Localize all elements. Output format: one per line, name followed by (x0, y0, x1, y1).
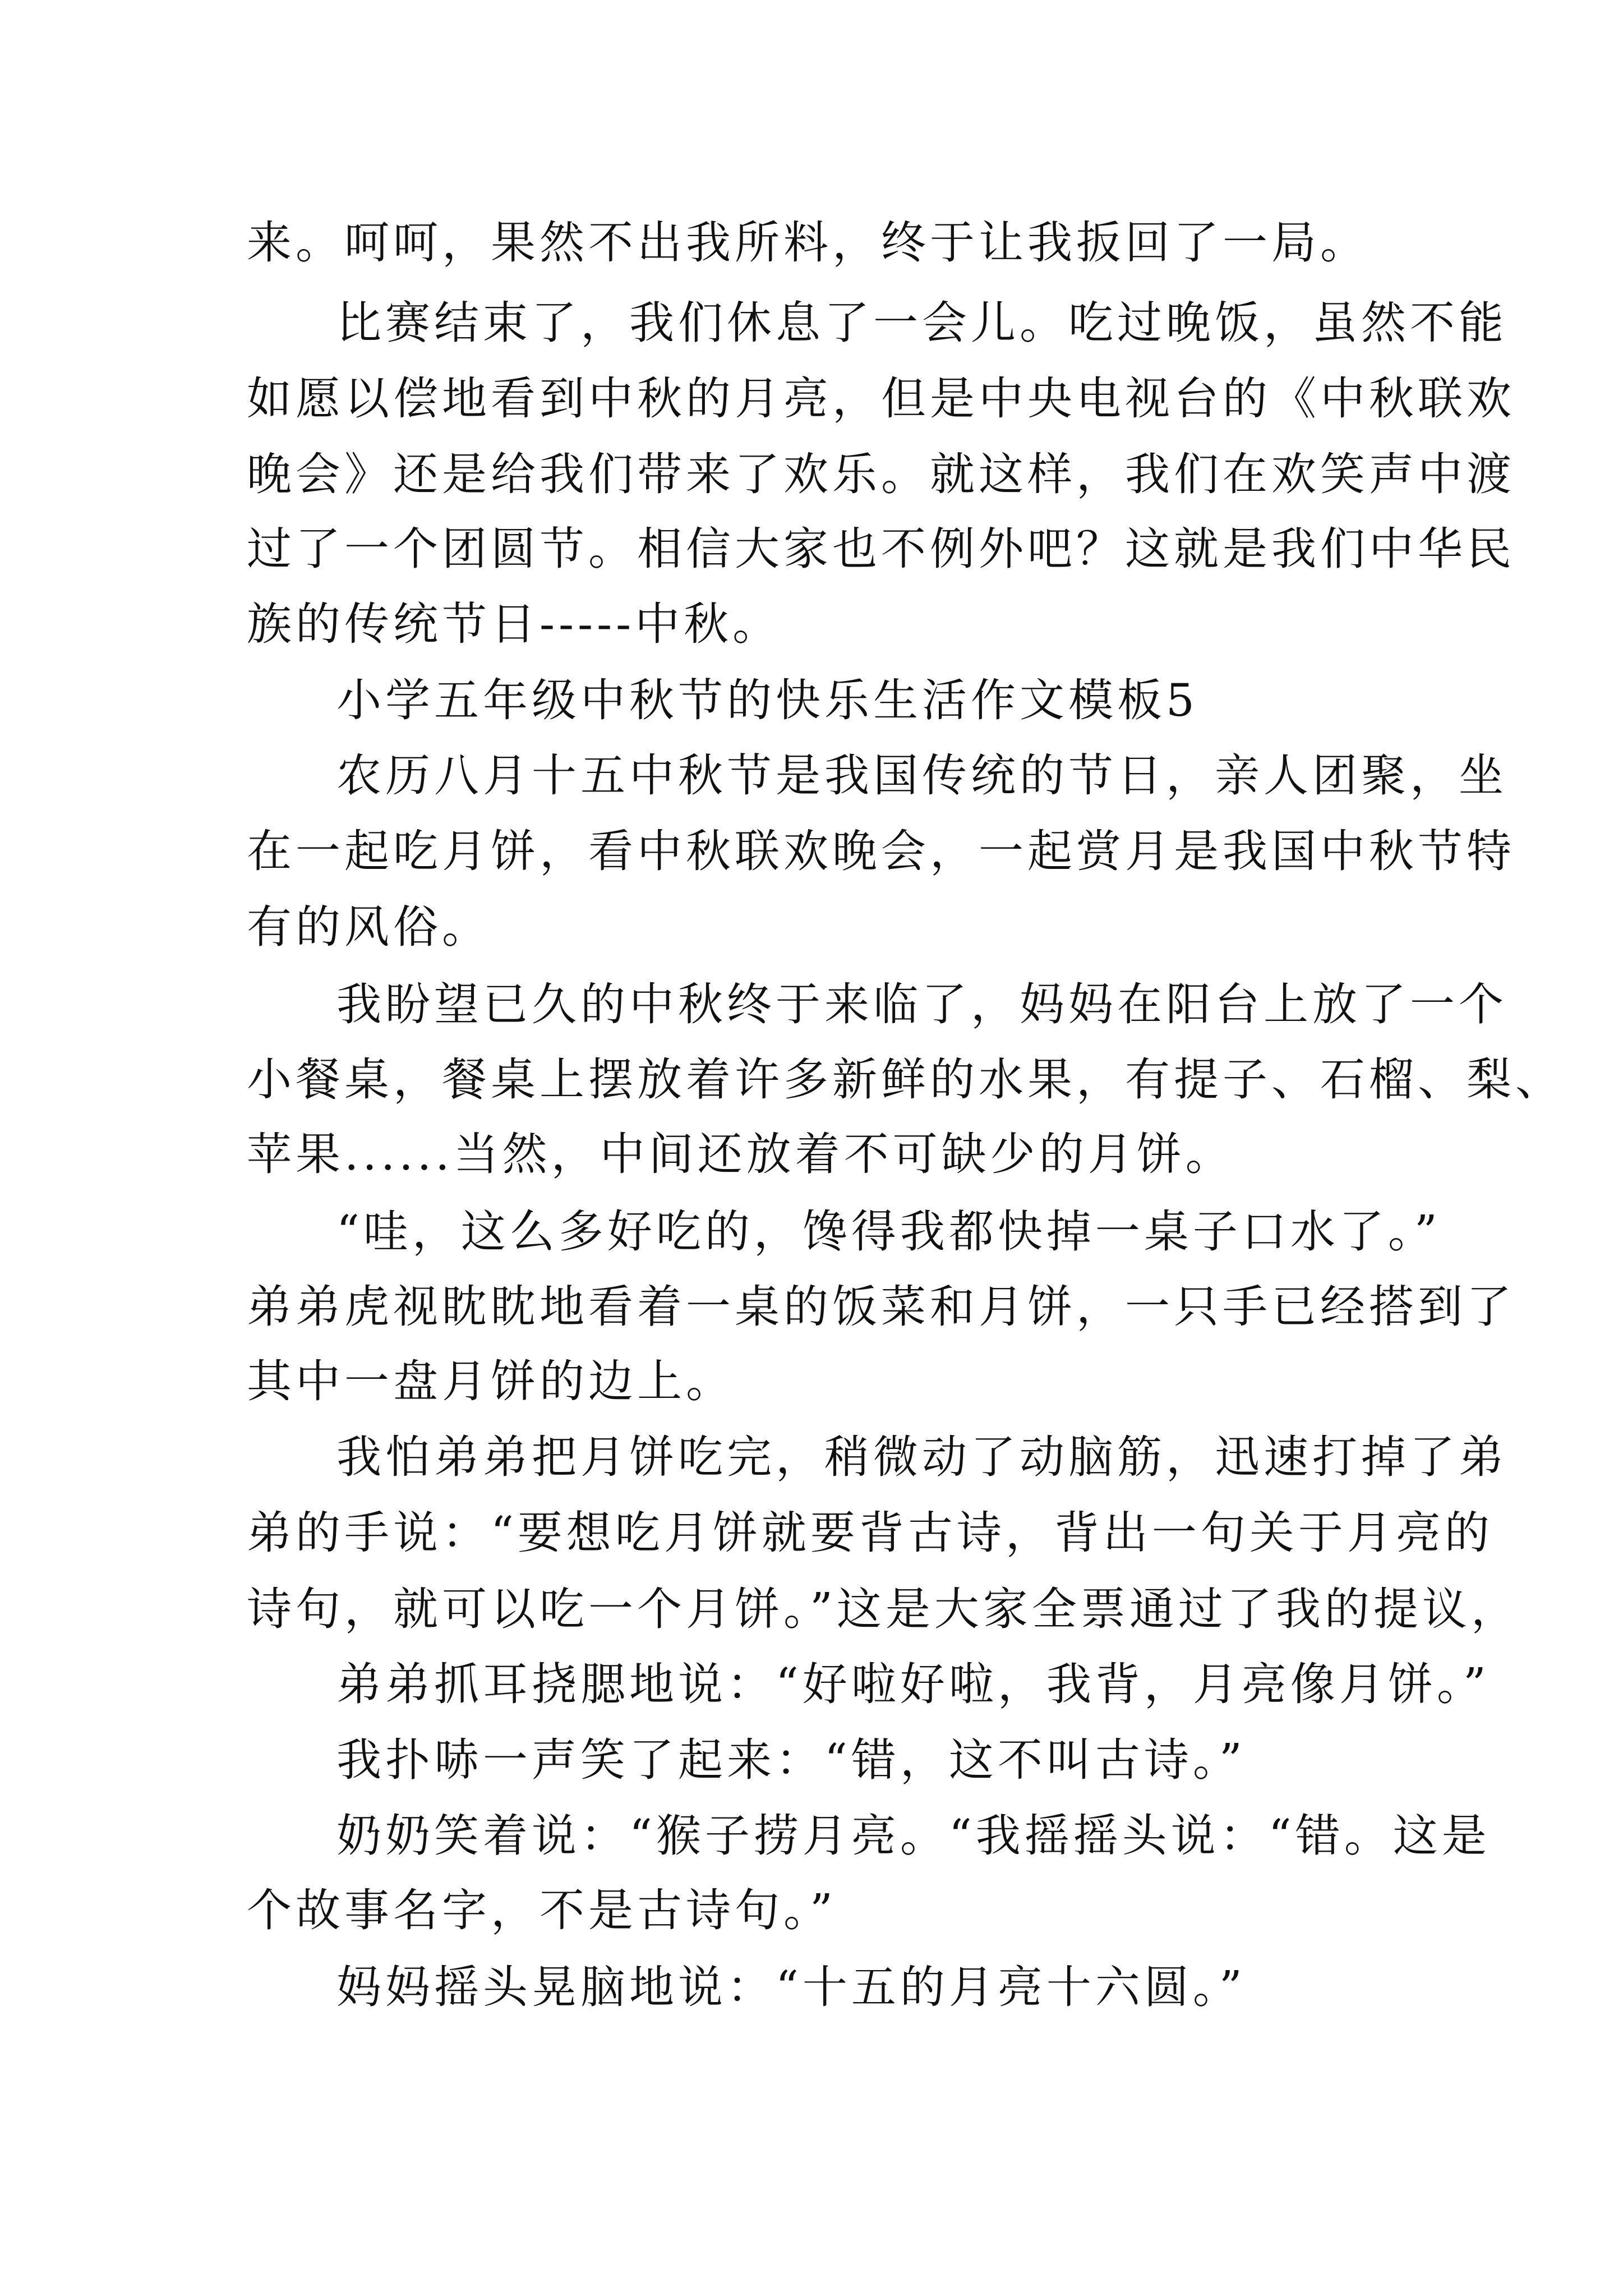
text-line-16: 其中一盘月饼的边上。 (247, 1355, 735, 1407)
section-heading: 小学五年级中秋节的快乐生活作文模板5 (336, 674, 1198, 726)
text-line-14: “哇，这么多好吃的，馋得我都快掉一桌子口水了。” (336, 1205, 1441, 1258)
text-line-18: 弟的手说：“要想吃月饼就要背古诗，背出一句关于月亮的 (247, 1507, 1493, 1559)
text-line-5: 过了一个团圆节。相信大家也不例外吧？这就是我们中华民 (247, 523, 1515, 575)
text-line-2: 比赛结束了，我们休息了一会儿。吃过晚饭，虽然不能 (336, 297, 1507, 349)
text-line-9: 在一起吃月饼，看中秋联欢晚会，一起赏月是我国中秋节特 (247, 825, 1515, 877)
text-line-22: 奶奶笑着说：“猴子捞月亮。“我摇摇头说：“错。这是 (336, 1810, 1491, 1862)
text-line-20: 弟弟抓耳挠腮地说：“好啦好啦，我背，月亮像月饼。” (336, 1658, 1490, 1710)
text-line-6: 族的传统节日-----中秋。 (247, 598, 782, 650)
text-line-19: 诗句，就可以吃一个月饼。”这是大家全票通过了我的提议， (247, 1583, 1520, 1635)
text-line-4: 晚会》还是给我们带来了欢乐。就这样，我们在欢笑声中渡 (247, 448, 1515, 500)
text-line-12: 小餐桌，餐桌上摆放着许多新鲜的水果，有提子、石榴、梨、 (247, 1053, 1564, 1106)
text-line-8: 农历八月十五中秋节是我国传统的节日，亲人团聚，坐 (336, 749, 1507, 802)
text-line-24: 妈妈摇头晃脑地说：“十五的月亮十六圆。” (336, 1961, 1246, 2013)
text-line-10: 有的风俗。 (247, 901, 491, 953)
text-line-17: 我怕弟弟把月饼吃完，稍微动了动脑筋，迅速打掉了弟 (336, 1431, 1507, 1483)
text-line-3: 如愿以偿地看到中秋的月亮，但是中央电视台的《中秋联欢 (247, 372, 1515, 425)
text-line-13: 苹果......当然，中间还放着不可缺少的月饼。 (247, 1128, 1234, 1180)
text-line-11: 我盼望已久的中秋终于来临了，妈妈在阳台上放了一个 (336, 978, 1507, 1030)
text-line-15: 弟弟虎视眈眈地看着一桌的饭菜和月饼，一只手已经搭到了 (247, 1281, 1515, 1333)
text-line-21: 我扑哧一声笑了起来：“错，这不叫古诗。” (336, 1734, 1246, 1786)
text-line-1: 来。呵呵，果然不出我所料，终于让我扳回了一局。 (247, 217, 1369, 269)
text-line-23: 个故事名字，不是古诗句。” (247, 1884, 837, 1936)
